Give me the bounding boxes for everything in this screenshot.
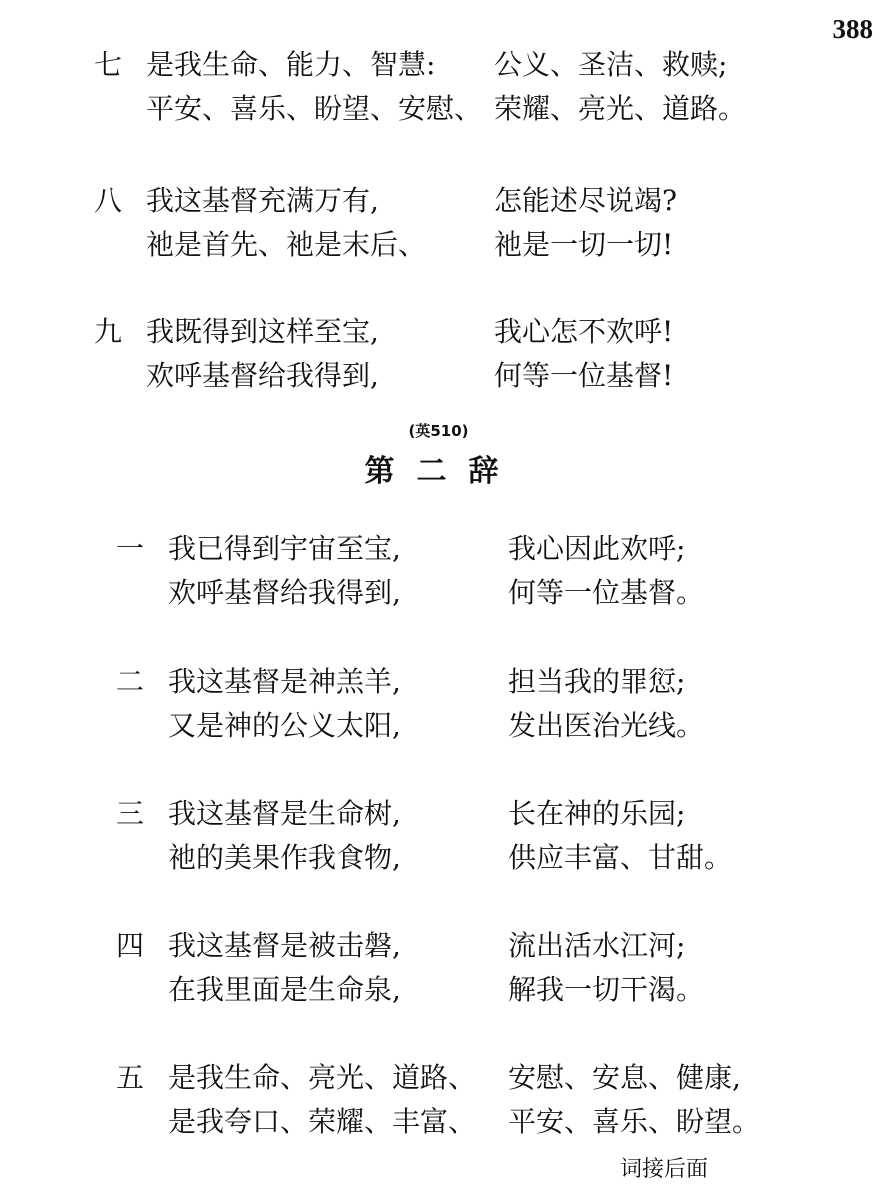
stanza-line: 担当我的罪愆;	[508, 665, 686, 698]
stanza-line: 祂是一切一切!	[494, 228, 674, 261]
stanza-line: 平安、喜乐、盼望、安慰、	[146, 92, 483, 125]
stanza-line: 欢呼基督给我得到,	[168, 576, 401, 609]
stanza-line: 是我夸口、荣耀、丰富、	[168, 1105, 477, 1138]
stanza-line: 祂的美果作我食物,	[168, 841, 401, 874]
stanza-line: 我这基督是神羔羊,	[168, 665, 401, 698]
stanza-number: 二	[116, 665, 145, 698]
stanza-number: 五	[116, 1061, 145, 1094]
stanza-number: 四	[116, 929, 145, 962]
stanza-number: 七	[94, 48, 123, 81]
page-number: 388	[832, 14, 873, 44]
section-title-text: 第二辞	[364, 454, 521, 489]
stanza-line: 又是神的公义太阳,	[168, 709, 401, 742]
continued-note: 词接后面	[620, 1157, 709, 1182]
stanza-line: 祂是首先、祂是末后、	[146, 228, 427, 261]
stanza-line: 是我生命、能力、智慧:	[146, 48, 436, 81]
stanza-line: 长在神的乐园;	[508, 797, 686, 830]
stanza-line: 安慰、安息、健康,	[508, 1061, 741, 1094]
stanza-line: 我这基督是被击磐,	[168, 929, 401, 962]
stanza-line: 我心因此欢呼;	[508, 532, 686, 565]
stanza-line: 欢呼基督给我得到,	[146, 359, 379, 392]
stanza-line: 是我生命、亮光、道路、	[168, 1061, 477, 1094]
stanza-line: 何等一位基督!	[494, 359, 674, 392]
stanza-line: 解我一切干渴。	[508, 973, 705, 1006]
stanza-line: 我已得到宇宙至宝,	[168, 532, 401, 565]
stanza-line: 何等一位基督。	[508, 576, 705, 609]
stanza-line: 流出活水江河;	[508, 929, 686, 962]
stanza-line: 我既得到这样至宝,	[146, 315, 379, 348]
stanza-line: 我这基督是生命树,	[168, 797, 401, 830]
stanza-number: 八	[94, 184, 123, 217]
stanza-number: 九	[94, 315, 123, 348]
stanza-line: 公义、圣洁、救赎;	[494, 48, 728, 81]
stanza-line: 我这基督充满万有,	[146, 184, 379, 217]
stanza-line: 发出医治光线。	[508, 709, 705, 742]
section-title	[0, 446, 885, 490]
stanza-line: 怎能述尽说竭?	[494, 184, 678, 217]
stanza-line: 荣耀、亮光、道路。	[494, 92, 747, 125]
stanza-line: 供应丰富、甘甜。	[508, 841, 733, 874]
stanza-number: 一	[116, 532, 145, 565]
stanza-line: 平安、喜乐、盼望。	[508, 1105, 761, 1138]
stanza-number: 三	[116, 797, 145, 830]
stanza-line: 我心怎不欢呼!	[494, 315, 674, 348]
note-text: (英510)	[408, 422, 469, 440]
stanza-line: 在我里面是生命泉,	[168, 973, 401, 1006]
english-hymn-reference	[0, 420, 885, 441]
